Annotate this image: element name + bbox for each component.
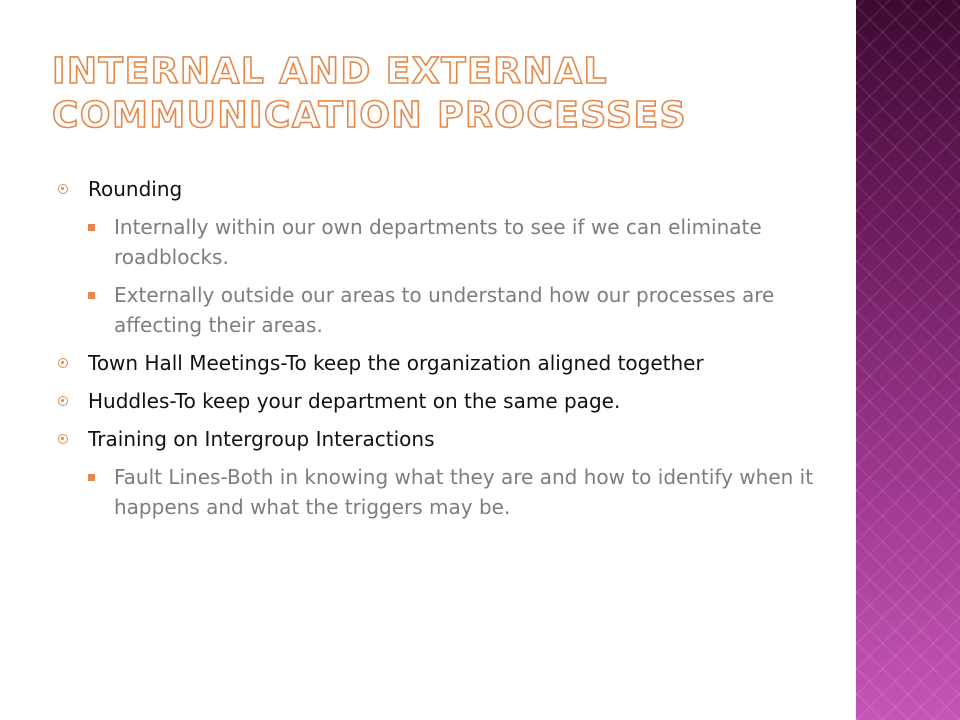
bullet-text: Huddles-To keep your department on the same page.: [88, 389, 621, 413]
slide-title-line-2: COMMUNICATION PROCESSES: [52, 95, 688, 136]
bullet-list: [58, 174, 818, 530]
bullet-item-town-hall: [58, 348, 818, 378]
sub-bullet-item-internally: [58, 212, 818, 272]
circle-bullet-icon: [58, 396, 68, 406]
sub-bullet-item-fault-lines: [58, 462, 818, 522]
square-bullet-icon: [88, 474, 95, 481]
decorative-side-panel: [856, 0, 960, 720]
slide-title: [52, 50, 842, 138]
slide-title-line-1: INTERNAL AND EXTERNAL: [52, 51, 608, 92]
bullet-text: Training on Intergroup Interactions: [88, 427, 435, 451]
bullet-text: Town Hall Meetings-To keep the organization aligned together: [88, 351, 704, 375]
circle-bullet-icon: [58, 184, 68, 194]
bullet-item-training: [58, 424, 818, 454]
circle-bullet-icon: [58, 434, 68, 444]
sub-bullet-text: Internally within our own departments to see if we can eliminate roadblocks.: [114, 215, 762, 269]
circle-bullet-icon: [58, 358, 68, 368]
square-bullet-icon: [88, 224, 95, 231]
bullet-item-huddles: [58, 386, 818, 416]
sub-bullet-text: Externally outside our areas to understand how our processes are affecting their areas.: [114, 283, 775, 337]
bullet-text: Rounding: [88, 177, 183, 201]
sub-bullet-item-externally: [58, 280, 818, 340]
square-bullet-icon: [88, 292, 95, 299]
sub-bullet-text: Fault Lines-Both in knowing what they are and how to identify when it happens and what the triggers may be.: [114, 465, 814, 519]
bullet-item-rounding: [58, 174, 818, 204]
